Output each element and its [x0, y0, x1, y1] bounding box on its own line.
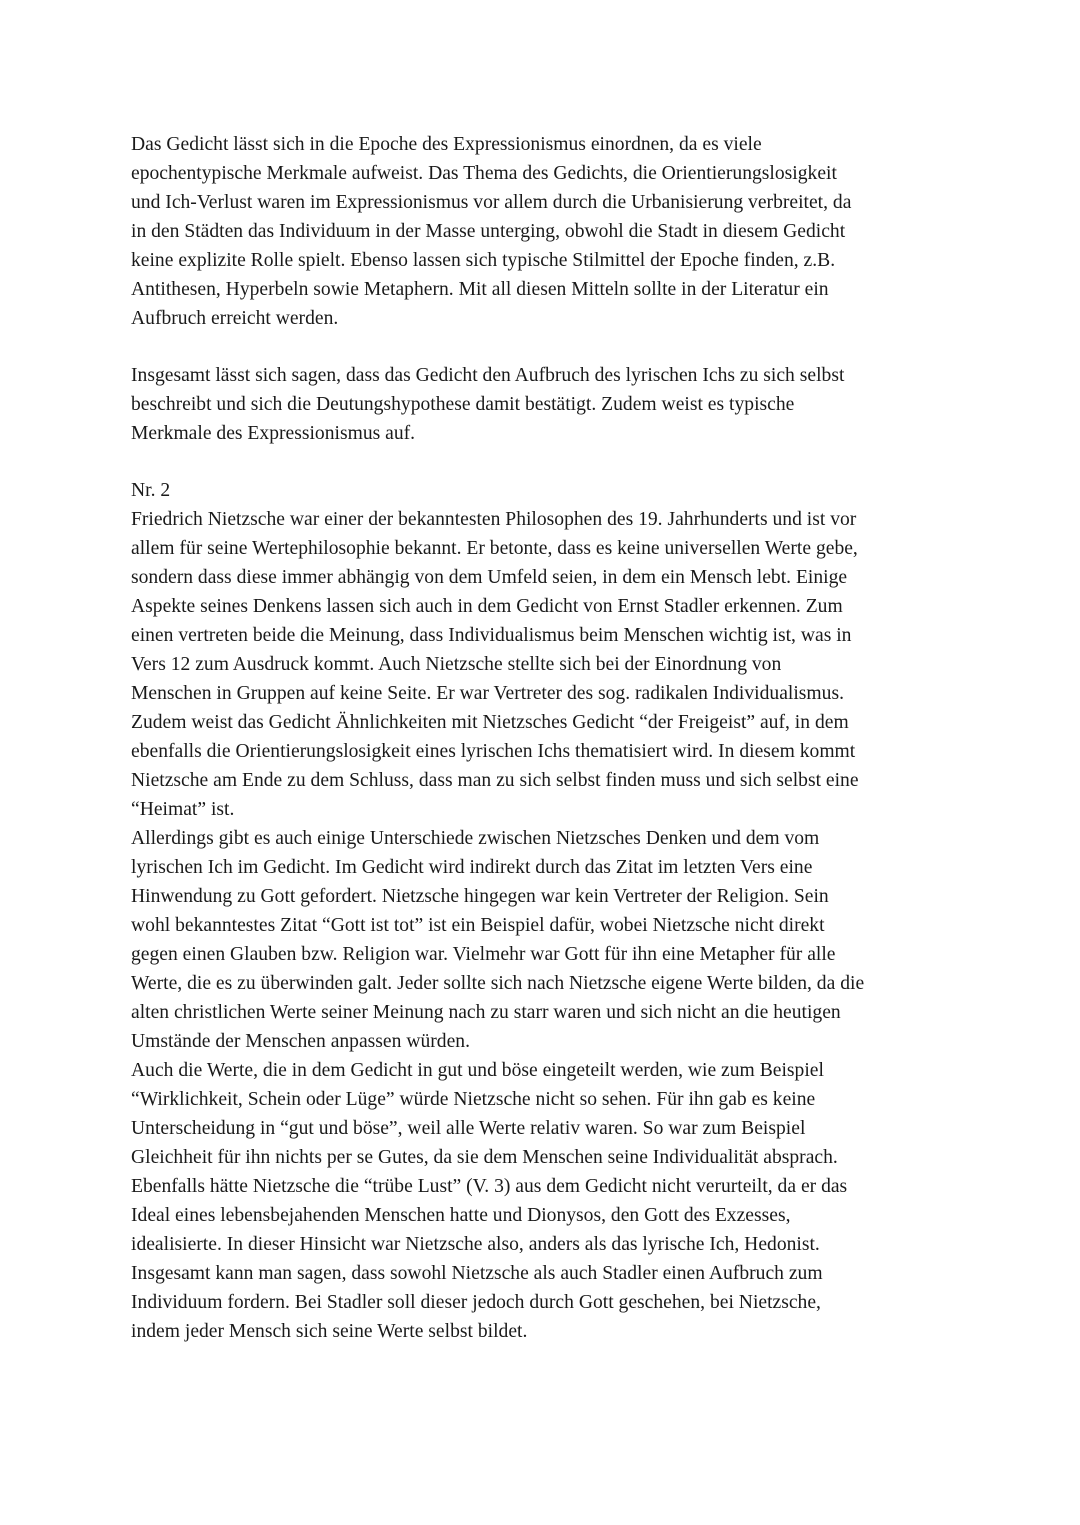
paragraph-summary	[131, 361, 961, 448]
text-line: Vers 12 zum Ausdruck kommt. Auch Nietzsche stellte sich bei der Einordnung von	[131, 654, 782, 675]
text-line: Insgesamt lässt sich sagen, dass das Gedicht den Aufbruch des lyrischen Ichs zu sich selbst	[131, 365, 845, 386]
text-line: Friedrich Nietzsche war einer der bekanntesten Philosophen des 19. Jahrhunderts und ist vor	[131, 509, 857, 530]
text-line: sondern dass diese immer abhängig von dem Umfeld seien, in dem ein Mensch lebt. Einige	[131, 567, 848, 588]
paragraph-nietzsche-intro	[131, 505, 961, 824]
text-line: “Heimat” ist.	[131, 799, 235, 820]
paragraph-conclusion	[131, 1259, 961, 1346]
paragraph-gap	[131, 333, 961, 361]
text-line: in den Städten das Individuum in der Masse unterging, obwohl die Stadt in diesem Gedicht	[131, 221, 846, 242]
paragraph-differences	[131, 824, 961, 1056]
text-line: Ebenfalls hätte Nietzsche die “trübe Lust” (V. 3) aus dem Gedicht nicht verurteilt, da er das	[131, 1176, 848, 1197]
text-line: Das Gedicht lässt sich in die Epoche des Expressionismus einordnen, da es viele	[131, 134, 762, 155]
text-line: epochentypische Merkmale aufweist. Das Thema des Gedichts, die Orientierungslosigkeit	[131, 163, 837, 184]
text-line: lyrischen Ich im Gedicht. Im Gedicht wird indirekt durch das Zitat im letzten Vers eine	[131, 857, 813, 878]
section-heading: Nr. 2	[131, 480, 171, 501]
text-line: Nietzsche am Ende zu dem Schluss, dass man zu sich selbst finden muss und sich selbst eine	[131, 770, 859, 791]
text-line: Aspekte seines Denkens lassen sich auch in dem Gedicht von Ernst Stadler erkennen. Zum	[131, 596, 843, 617]
text-line: Werte, die es zu überwinden galt. Jeder sollte sich nach Nietzsche eigene Werte bilden, da die	[131, 973, 865, 994]
text-line: einen vertreten beide die Meinung, dass Individualismus beim Menschen wichtig ist, was in	[131, 625, 852, 646]
text-line: Auch die Werte, die in dem Gedicht in gut und böse eingeteilt werden, wie zum Beispiel	[131, 1060, 824, 1081]
text-line: Unterscheidung in “gut und böse”, weil alle Werte relativ waren. So war zum Beispiel	[131, 1118, 806, 1139]
text-line: gegen einen Glauben bzw. Religion war. Vielmehr war Gott für ihn eine Metapher für alle	[131, 944, 836, 965]
text-line: Antithesen, Hyperbeln sowie Metaphern. Mit all diesen Mitteln sollte in der Literatur ein	[131, 279, 829, 300]
text-line: Umstände der Menschen anpassen würden.	[131, 1031, 470, 1052]
text-line: Hinwendung zu Gott gefordert. Nietzsche hingegen war kein Vertreter der Religion. Sein	[131, 886, 829, 907]
text-line: beschreibt und sich die Deutungshypothese damit bestätigt. Zudem weist es typische	[131, 394, 795, 415]
text-line: Zudem weist das Gedicht Ähnlichkeiten mit Nietzsches Gedicht “der Freigeist” auf, in dem	[131, 712, 849, 733]
document-page	[131, 130, 961, 1346]
text-line: alten christlichen Werte seiner Meinung nach zu starr waren und sich nicht an die heutigen	[131, 1002, 841, 1023]
text-line: indem jeder Mensch sich seine Werte selbst bildet.	[131, 1321, 528, 1342]
text-line: “Wirklichkeit, Schein oder Lüge” würde Nietzsche nicht so sehen. Für ihn gab es keine	[131, 1089, 816, 1110]
text-line: Ideal eines lebensbejahenden Menschen hatte und Dionysos, den Gott des Exzesses,	[131, 1205, 791, 1226]
text-line: Aufbruch erreicht werden.	[131, 308, 339, 329]
text-line: ebenfalls die Orientierungslosigkeit eines lyrischen Ichs thematisiert wird. In diesem kommt	[131, 741, 856, 762]
text-line: Merkmale des Expressionismus auf.	[131, 423, 416, 444]
text-line: Insgesamt kann man sagen, dass sowohl Nietzsche als auch Stadler einen Aufbruch zum	[131, 1263, 823, 1284]
text-line: Gleichheit für ihn nichts per se Gutes, da sie dem Menschen seine Individualität absprach.	[131, 1147, 838, 1168]
text-line: Allerdings gibt es auch einige Unterschiede zwischen Nietzsches Denken und dem vom	[131, 828, 820, 849]
text-line: keine explizite Rolle spielt. Ebenso lassen sich typische Stilmittel der Epoche finden, z.B.	[131, 250, 836, 271]
paragraph-values	[131, 1056, 961, 1259]
text-line: wohl bekanntestes Zitat “Gott ist tot” ist ein Beispiel dafür, wobei Nietzsche nicht direkt	[131, 915, 825, 936]
text-line: Individuum fordern. Bei Stadler soll dieser jedoch durch Gott geschehen, bei Nietzsche,	[131, 1292, 821, 1313]
text-line: und Ich-Verlust waren im Expressionismus vor allem durch die Urbanisierung verbreitet, da	[131, 192, 852, 213]
text-line: Menschen in Gruppen auf keine Seite. Er war Vertreter des sog. radikalen Individualismus.	[131, 683, 844, 704]
paragraph-gap	[131, 448, 961, 476]
text-line: idealisierte. In dieser Hinsicht war Nietzsche also, anders als das lyrische Ich, Hedonist.	[131, 1234, 820, 1255]
text-line: allem für seine Wertephilosophie bekannt. Er betonte, dass es keine universellen Werte gebe,	[131, 538, 858, 559]
paragraph-epoch	[131, 130, 961, 333]
